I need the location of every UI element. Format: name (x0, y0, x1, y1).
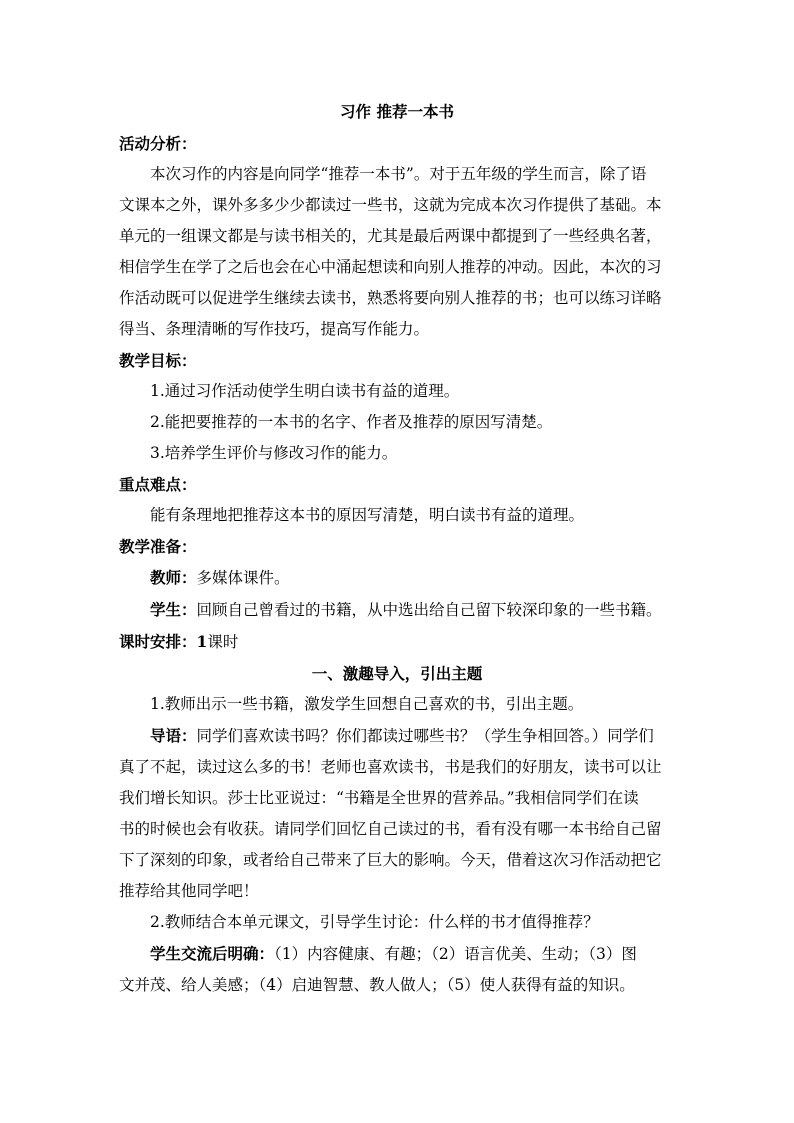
schedule (119, 626, 675, 658)
intro-line: 书的时候也会有收获。请同学们回忆自己读过的书，看有没有哪一本书给自己留 (119, 820, 662, 838)
part-one-heading: 一、激趣导入，引出主题 (311, 664, 483, 683)
heading-teaching-goals: 教学目标： (119, 351, 197, 370)
heading-key-points: 重点难点： (119, 475, 197, 494)
intro-line: 真了不起，读过这么多的书！老师也喜欢读书，书是我们的好朋友，读书可以让 (119, 758, 662, 776)
prep-student (119, 594, 675, 626)
intro-line: 我们增长知识。莎士比亚说过：“书籍是全世界的营养品。”我相信同学们在读 (119, 789, 639, 807)
intro-text: 同学们喜欢读书吗？你们都读过哪些书？（学生争相回答。）同学们 (196, 727, 654, 745)
analysis-line: 相信学生在学了之后也会在心中涌起想读和向别人推荐的冲动。因此，本次的习 (119, 258, 662, 276)
analysis-line: 本次习作的内容是向同学“推荐一本书”。对于五年级的学生而言，除了语 (150, 165, 647, 183)
prep-student-label: 学生： (150, 600, 197, 619)
conclusion-line: 文并茂、给人美感；（4）启迪智慧、教人做人；（5）使人获得有益的知识。 (119, 976, 635, 994)
prep-teacher-text: 多媒体课件。 (196, 569, 290, 587)
goal-item: 3.培养学生评价与修改习作的能力。 (150, 444, 398, 462)
analysis-line: 文课本之外，课外多多少少都读过一些书，这就为完成本次习作提供了基础。本 (119, 196, 662, 214)
intro-line: 下了深刻的印象，或者给自己带来了巨大的影响。今天，借着这次习作活动把它 (119, 851, 662, 869)
analysis-paragraph (119, 159, 675, 345)
conclusion-label: 学生交流后明确： (150, 944, 275, 963)
conclusion-first-line (119, 938, 675, 970)
analysis-line: 单元的一组课文都是与读书相关的，尤其是最后两课中都提到了一些经典名著， (119, 227, 662, 245)
intro-first-line (119, 720, 675, 752)
intro-line: 推荐给其他同学吧！ (119, 882, 259, 900)
heading-preparation: 教学准备： (119, 537, 197, 556)
prep-student-text: 回顾自己曾看过的书籍，从中选出给自己留下较深印象的一些书籍。 (196, 601, 662, 619)
step-one: 1.教师出示一些书籍，激发学生回想自己喜欢的书，引出主题。 (150, 695, 584, 713)
key-points-text: 能有条理地把推荐这本书的原因写清楚，明白读书有益的道理。 (150, 506, 585, 524)
analysis-line: 得当、条理清晰的写作技巧，提高写作能力。 (119, 320, 430, 338)
goal-item: 2.能把要推荐的一本书的名字、作者及推荐的原因写清楚。 (150, 413, 553, 431)
analysis-line: 作活动既可以促进学生继续去读书，熟悉将要向别人推荐的书；也可以练习详略 (119, 289, 662, 307)
step-two: 2.教师结合本单元课文，引导学生讨论：什么样的书才值得推荐？ (150, 913, 599, 931)
document-title: 习作 推荐一本书 (340, 102, 454, 121)
schedule-unit: 课时 (207, 633, 239, 651)
intro-label: 导语： (150, 726, 197, 745)
conclusion-text: （1）内容健康、有趣；（2）语言优美、生动；（3）图 (274, 945, 637, 963)
schedule-value: 1 (196, 632, 208, 651)
document-body (119, 100, 675, 1001)
prep-teacher (119, 562, 675, 594)
goal-item: 1.通过习作活动使学生明白读书有益的道理。 (150, 382, 460, 400)
prep-teacher-label: 教师： (150, 568, 197, 587)
heading-activity-analysis: 活动分析： (119, 134, 197, 153)
schedule-label: 课时安排： (119, 632, 197, 651)
